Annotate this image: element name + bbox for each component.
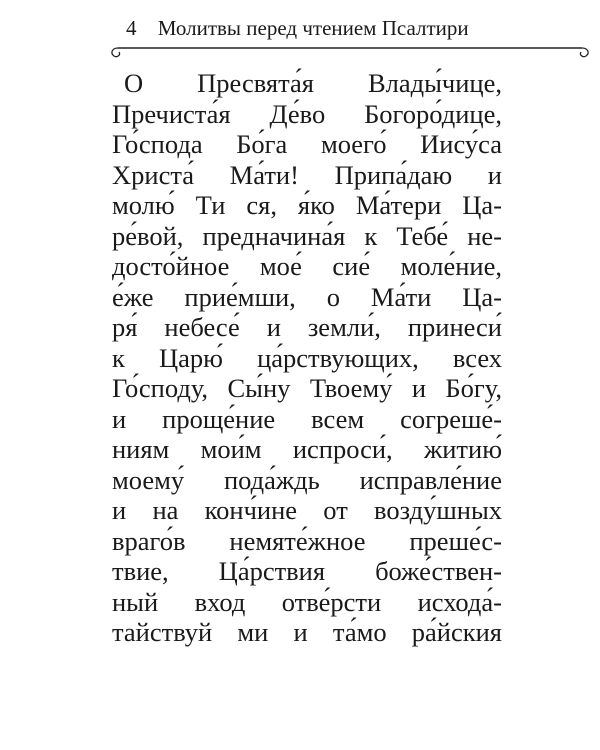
text-line: и на конч́ине от возду́шных	[112, 495, 502, 525]
text-line: молю́ Ти ся, я́ко Ма́тери Ца-	[112, 190, 502, 220]
text-line: враго́в немяте́жное преше́с-	[112, 525, 502, 556]
running-header	[126, 12, 586, 44]
text-line: О Пресвята́я Влады́чице,	[124, 68, 502, 98]
text-line: Го́спода Бо́га моего́ Иису́са	[112, 129, 502, 159]
running-title: Молитвы перед чтением Псалтири	[157, 16, 469, 40]
text-line: твие, Ца́рствия боже́ствен-	[112, 556, 502, 586]
text-line: е́же прие́мши, о Ма́ти Ца-	[112, 281, 502, 312]
text-line: ре́вой, предначина́я к Тебе́ не-	[112, 220, 502, 251]
text-line: досто́йное мое́ сие́ моле́ние,	[112, 251, 502, 281]
text-line: к Царю́ ца́рствующих, всех	[112, 342, 502, 373]
text-line: Пречиста́я Де́во Богоро́дице,	[112, 98, 502, 129]
text-line: ря́ небесе́ и земли́, принеси́	[112, 312, 502, 342]
prayer-text	[112, 68, 502, 648]
text-line: и проще́ние всем согреше́-	[112, 403, 502, 434]
header-ornamental-rule	[110, 44, 590, 62]
text-line: Христа́ Ма́ти! Припа́даю и	[112, 159, 502, 190]
text-line: Го́споду, Сы́ну Твоему́ и Бо́гу,	[112, 373, 502, 403]
page-number: 4	[126, 16, 137, 40]
text-line: ный вход отве́рсти исхода́-	[112, 586, 502, 617]
text-line: ниям мои́м испроси́, житию́	[112, 434, 502, 464]
text-line: тайствуй ми и та́мо ра́йския	[112, 617, 502, 647]
text-line: моему́ пода́ждь исправле́ние	[112, 464, 502, 495]
